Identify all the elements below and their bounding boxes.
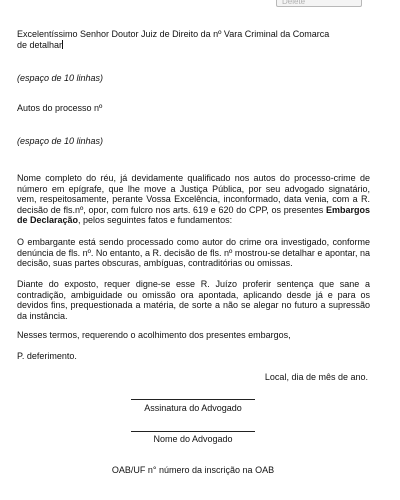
name-label: Nome do Advogado: [153, 434, 233, 444]
embargos-title: Embargos de Declaração: [17, 204, 370, 225]
spacing-note-2: (espaço de 10 linhas): [17, 136, 104, 146]
signature-line: [131, 399, 255, 400]
deferral-line: P. deferimento.: [17, 351, 77, 361]
oab-label: OAB/UF n° número da inscrição na OAB: [111, 465, 275, 475]
text-cursor: [62, 40, 63, 49]
signature-label: Assinatura do Advogado: [144, 403, 242, 413]
intro-paragraph: [17, 173, 370, 226]
intro-tail: , pelos seguintes fatos e fundamentos:: [78, 215, 233, 225]
facts-paragraph: O embargante está sendo processado como autor do crime ora investigado, conforme denúncia de fls. nº. No entanto, a R. decisão de fls. nº mostrou-se detalhar e apontar, na decisão, suas partes obscuras, ambíguas, contraditórias ou omissas.: [17, 237, 370, 268]
closing-line: Nesses termos, requerendo o acolhimento dos presentes embargos,: [17, 330, 291, 340]
place-date-line: Local, dia de mês de ano.: [264, 372, 368, 382]
addressee-line-1: Excelentíssimo Senhor Doutor Juiz de Direito da nº Vara Criminal da Comarca: [17, 29, 330, 39]
request-paragraph: Diante do exposto, requer digne-se esse R. Juízo proferir sentença que sane a contradição, ambiguidade ou omissão ora apontada, aplicando desde já e para os devidos fins, prequestionada a matéria, de sorte a não se alegar no futuro a supressão da instância.: [17, 279, 370, 321]
spacing-note-1: (espaço de 10 linhas): [17, 73, 104, 83]
addressee-line-2-text: de detalhar: [17, 40, 63, 50]
name-line: [131, 431, 255, 432]
intro-text: Nome completo do réu, já devidamente qualificado nos autos do processo-crime de número em epígrafe, que lhe move a Justiça Pública, por seu advogado signatário, vem, respeitosamente, perante Vossa Excelência, inconformado, data venia, com a R. decisão de fls.nº, opor, com fulcro nos arts. 619 e 620 do CPP, os presentes: [17, 173, 370, 215]
delete-button[interactable]: Delete: [276, 0, 362, 7]
case-number-line: Autos do processo nº: [17, 103, 103, 113]
addressee-line-2: [17, 40, 370, 51]
